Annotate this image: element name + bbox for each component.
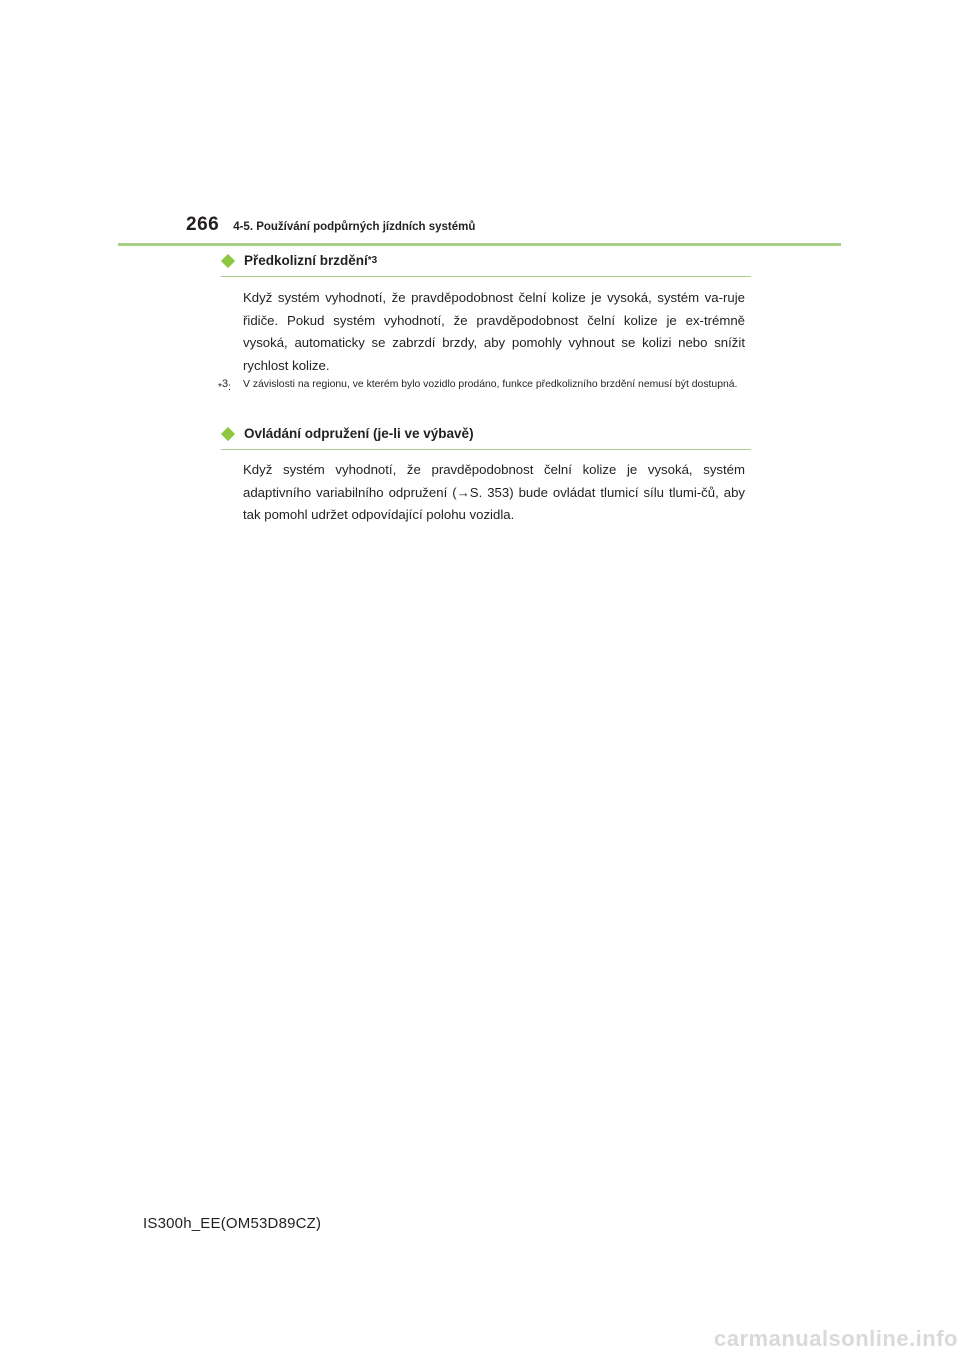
watermark: carmanualsonline.info xyxy=(714,1326,958,1351)
header-divider xyxy=(118,243,841,246)
subheading-suspension-control xyxy=(221,426,474,441)
section-body-pre-collision-braking: Když systém vyhodnotí, že pravděpodobnost čelní kolize je vysoká, systém va-ruje řidiče. Pokud systém vyhodnotí, že pravděpodobnost čelní kolize je ex-trémně vysoká, automaticky se zabrzdí brzdy, aby pomohly vyhnout se kolizi nebo snížit rychlost kolize. xyxy=(243,290,745,373)
subheading-divider xyxy=(221,449,751,450)
diamond-bullet-icon xyxy=(221,426,235,440)
diamond-bullet-icon xyxy=(221,253,235,267)
subheading-footnote-ref: *3 xyxy=(367,255,378,266)
subheading-text: Ovládání odpružení (je-li ve výbavě) xyxy=(244,426,474,441)
section-title: 4-5. Používání podpůrných jízdních systémů xyxy=(233,221,476,233)
footnote-mark: *$^3$: xyxy=(218,378,232,393)
subheading-pre-collision-braking xyxy=(221,253,377,268)
footnote-text: V závislosti na regionu, ve kterém bylo vozidlo prodáno, funkce předkolizního brzdění nemusí být dostupná. xyxy=(243,379,738,390)
page-number: 266 xyxy=(186,214,220,235)
page-header xyxy=(186,214,475,242)
model-code-footer: IS300h_EE(OM53D89CZ) xyxy=(143,1215,322,1232)
subheading-divider xyxy=(221,276,751,277)
subheading-text: Předkolizní brzdění xyxy=(244,253,368,268)
footnote xyxy=(218,375,748,397)
section-body-suspension-control: Když systém vyhodnotí, že pravděpodobnost čelní kolize je vysoká, systém adaptivního variabilního odpružení (→S. 353) bude ovládat tlumicí sílu tlumi-čů, aby tak pomohl udržet odpovídající polohu vozidla. xyxy=(243,462,745,523)
